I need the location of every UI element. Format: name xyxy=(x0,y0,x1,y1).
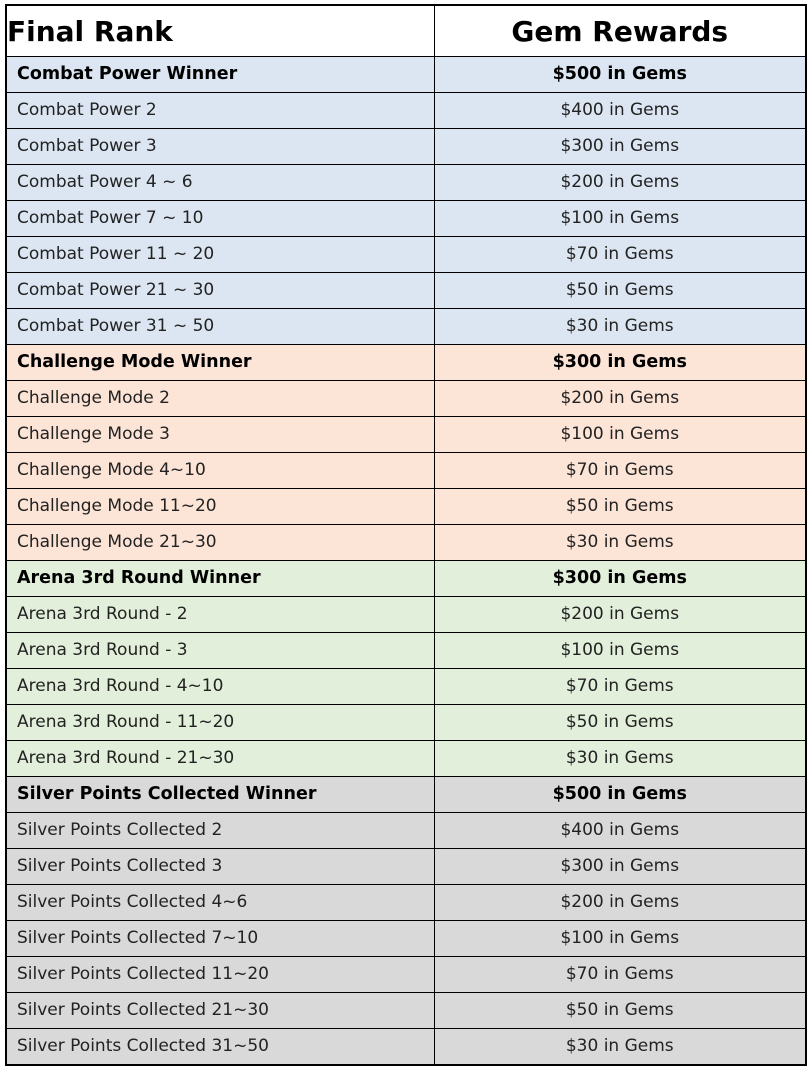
rank-cell: Combat Power 7 ~ 10 xyxy=(6,201,434,237)
rank-cell: Arena 3rd Round - 4~10 xyxy=(6,669,434,705)
table-row xyxy=(6,453,806,489)
table-row xyxy=(6,57,806,93)
table-row xyxy=(6,741,806,777)
table-row xyxy=(6,957,806,993)
gem-reward-cell: $30 in Gems xyxy=(434,525,806,561)
gem-reward-cell: $30 in Gems xyxy=(434,1029,806,1066)
rank-cell: Silver Points Collected 31~50 xyxy=(6,1029,434,1066)
table-row xyxy=(6,597,806,633)
gem-reward-cell: $400 in Gems xyxy=(434,93,806,129)
gem-reward-cell: $50 in Gems xyxy=(434,489,806,525)
gem-reward-cell: $50 in Gems xyxy=(434,273,806,309)
rank-cell: Challenge Mode 2 xyxy=(6,381,434,417)
rank-cell: Challenge Mode 21~30 xyxy=(6,525,434,561)
rank-cell: Combat Power 4 ~ 6 xyxy=(6,165,434,201)
table-row xyxy=(6,813,806,849)
table-row xyxy=(6,669,806,705)
table-row xyxy=(6,345,806,381)
table-row xyxy=(6,237,806,273)
table-row xyxy=(6,705,806,741)
rank-cell: Combat Power 2 xyxy=(6,93,434,129)
gem-reward-cell: $200 in Gems xyxy=(434,885,806,921)
table-row xyxy=(6,885,806,921)
rank-cell: Silver Points Collected 3 xyxy=(6,849,434,885)
header-row xyxy=(6,5,806,57)
rank-cell: Combat Power Winner xyxy=(6,57,434,93)
rank-cell: Silver Points Collected 7~10 xyxy=(6,921,434,957)
table-body xyxy=(6,57,806,1066)
gem-reward-cell: $500 in Gems xyxy=(434,57,806,93)
rank-cell: Challenge Mode 3 xyxy=(6,417,434,453)
table-row xyxy=(6,849,806,885)
rank-cell: Combat Power 11 ~ 20 xyxy=(6,237,434,273)
table-row xyxy=(6,561,806,597)
rank-cell: Arena 3rd Round - 11~20 xyxy=(6,705,434,741)
gem-reward-cell: $100 in Gems xyxy=(434,201,806,237)
rank-cell: Challenge Mode Winner xyxy=(6,345,434,381)
rank-cell: Challenge Mode 11~20 xyxy=(6,489,434,525)
gem-reward-cell: $200 in Gems xyxy=(434,381,806,417)
gem-reward-cell: $70 in Gems xyxy=(434,669,806,705)
gem-reward-cell: $70 in Gems xyxy=(434,957,806,993)
rank-cell: Arena 3rd Round - 2 xyxy=(6,597,434,633)
rank-cell: Combat Power 3 xyxy=(6,129,434,165)
gem-reward-cell: $300 in Gems xyxy=(434,129,806,165)
column-header-gem-rewards: Gem Rewards xyxy=(434,5,806,57)
gem-reward-cell: $30 in Gems xyxy=(434,741,806,777)
rank-cell: Arena 3rd Round - 3 xyxy=(6,633,434,669)
rank-cell: Silver Points Collected 21~30 xyxy=(6,993,434,1029)
gem-reward-cell: $70 in Gems xyxy=(434,237,806,273)
rank-cell: Silver Points Collected 4~6 xyxy=(6,885,434,921)
table-row xyxy=(6,381,806,417)
rank-cell: Combat Power 31 ~ 50 xyxy=(6,309,434,345)
gem-reward-cell: $100 in Gems xyxy=(434,417,806,453)
table-row xyxy=(6,525,806,561)
table-row xyxy=(6,993,806,1029)
rank-cell: Combat Power 21 ~ 30 xyxy=(6,273,434,309)
table-row xyxy=(6,93,806,129)
gem-reward-cell: $100 in Gems xyxy=(434,633,806,669)
gem-reward-cell: $200 in Gems xyxy=(434,165,806,201)
gem-reward-cell: $400 in Gems xyxy=(434,813,806,849)
table-row xyxy=(6,777,806,813)
gem-reward-cell: $30 in Gems xyxy=(434,309,806,345)
table-header xyxy=(6,5,806,57)
gem-reward-cell: $200 in Gems xyxy=(434,597,806,633)
table-row xyxy=(6,273,806,309)
gem-reward-cell: $500 in Gems xyxy=(434,777,806,813)
rank-cell: Silver Points Collected Winner xyxy=(6,777,434,813)
gem-reward-cell: $100 in Gems xyxy=(434,921,806,957)
gem-reward-cell: $300 in Gems xyxy=(434,345,806,381)
rank-cell: Silver Points Collected 2 xyxy=(6,813,434,849)
gem-reward-cell: $70 in Gems xyxy=(434,453,806,489)
table-row xyxy=(6,201,806,237)
table-row xyxy=(6,489,806,525)
table-row xyxy=(6,165,806,201)
rank-cell: Challenge Mode 4~10 xyxy=(6,453,434,489)
table-row xyxy=(6,309,806,345)
gem-reward-cell: $300 in Gems xyxy=(434,561,806,597)
gem-reward-cell: $300 in Gems xyxy=(434,849,806,885)
gem-reward-cell: $50 in Gems xyxy=(434,993,806,1029)
rewards-table xyxy=(5,4,807,1066)
rank-cell: Arena 3rd Round - 21~30 xyxy=(6,741,434,777)
column-header-final-rank: Final Rank xyxy=(6,5,434,57)
table-row xyxy=(6,417,806,453)
table-row xyxy=(6,129,806,165)
rank-cell: Arena 3rd Round Winner xyxy=(6,561,434,597)
table-row xyxy=(6,921,806,957)
gem-reward-cell: $50 in Gems xyxy=(434,705,806,741)
table-row xyxy=(6,633,806,669)
rank-cell: Silver Points Collected 11~20 xyxy=(6,957,434,993)
